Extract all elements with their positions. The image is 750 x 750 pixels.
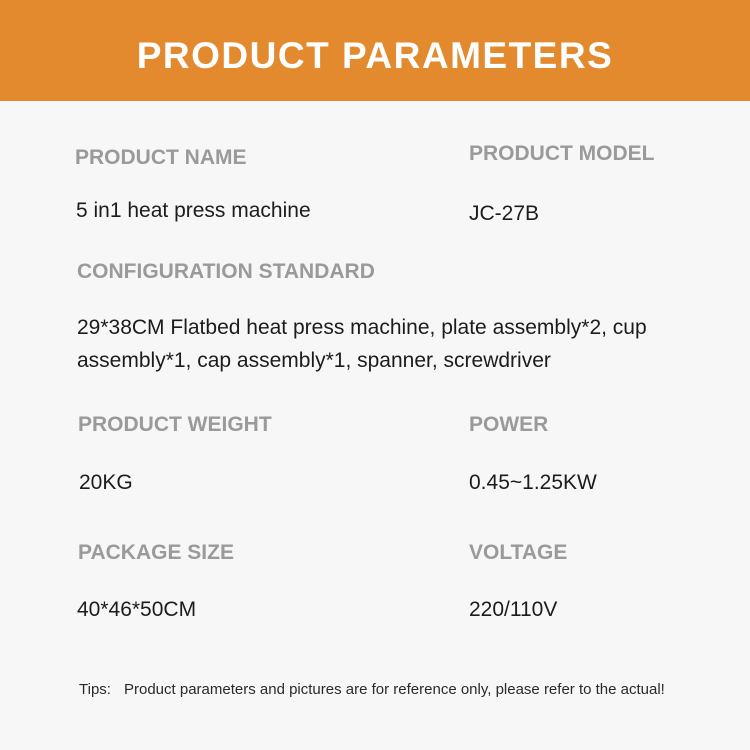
voltage-label: VOLTAGE xyxy=(469,541,568,564)
product-name-value: 5 in1 heat press machine xyxy=(76,199,311,222)
page-title: PRODUCT PARAMETERS xyxy=(136,35,614,76)
header-banner xyxy=(0,0,750,101)
package-size-label: PACKAGE SIZE xyxy=(78,541,234,564)
tips-note xyxy=(79,675,694,704)
configuration-label: CONFIGURATION STANDARD xyxy=(77,260,375,283)
product-weight-value: 20KG xyxy=(79,471,133,494)
tips-text: Product parameters and pictures are for reference only, please refer to the actual! xyxy=(124,681,665,698)
configuration-value: 29*38CM Flatbed heat press machine, plate assembly*2, cup assembly*1, cap assembly*1, spanner, screwdriver xyxy=(77,316,647,372)
tips-prefix: Tips: xyxy=(79,681,111,698)
package-size-value: 40*46*50CM xyxy=(77,598,197,621)
voltage-value: 220/110V xyxy=(469,598,558,621)
product-model-label: PRODUCT MODEL xyxy=(469,142,655,165)
product-weight-label: PRODUCT WEIGHT xyxy=(78,413,272,436)
power-label: POWER xyxy=(469,413,549,436)
power-value: 0.45~1.25KW xyxy=(469,471,597,494)
product-name-label: PRODUCT NAME xyxy=(75,146,247,169)
product-model-value: JC-27B xyxy=(469,202,540,225)
